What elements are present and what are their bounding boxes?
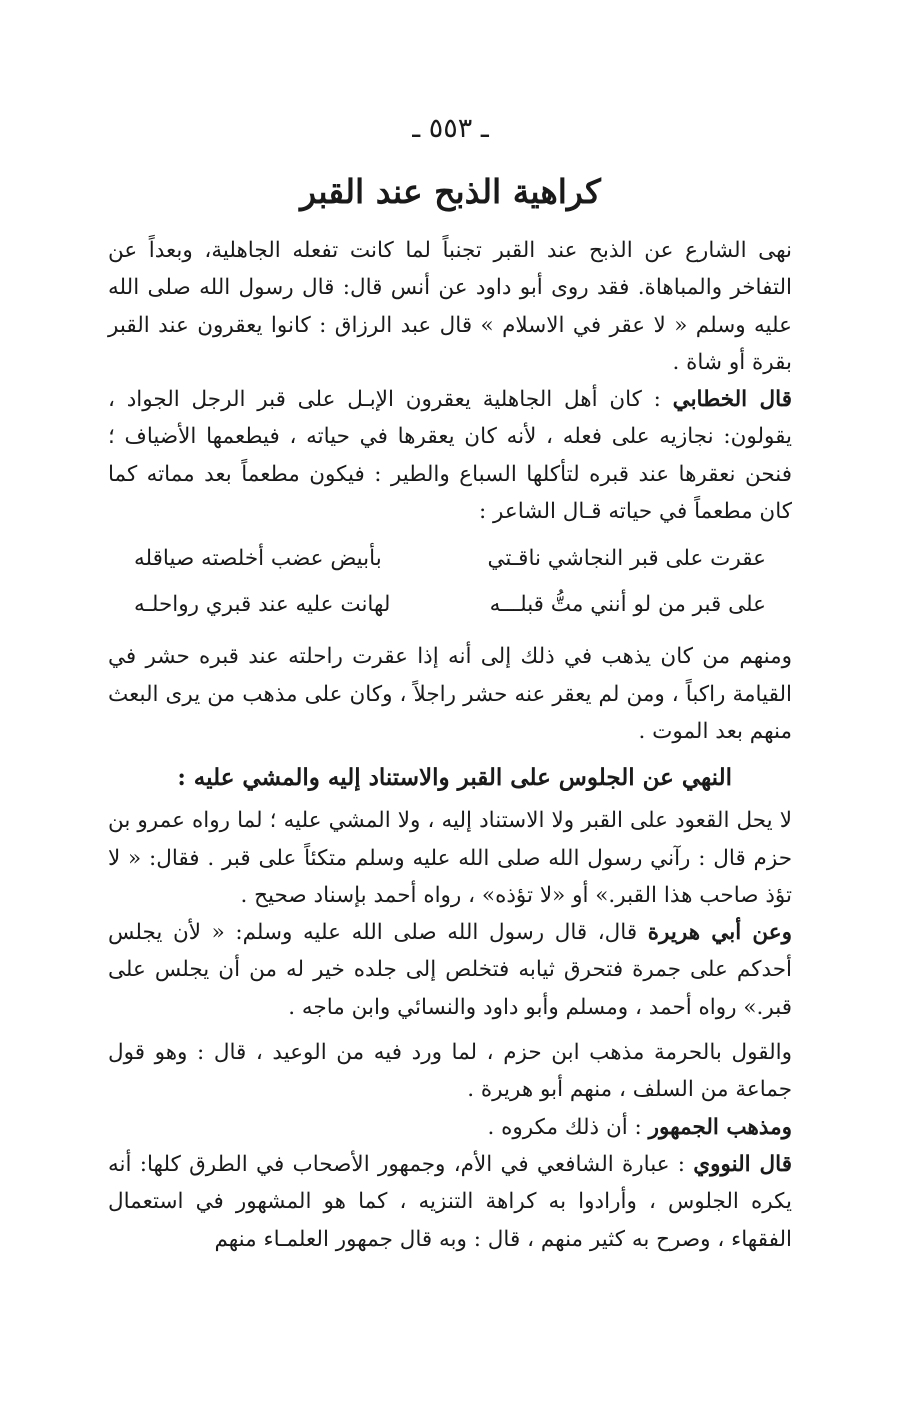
chapter-title: كراهية الذبح عند القبر — [300, 172, 601, 211]
speaker-majority: ومذهب الجمهور — [648, 1114, 792, 1140]
paragraph-majority — [108, 1109, 792, 1146]
poem — [108, 536, 792, 628]
paragraph-prohibition: لا يحل القعود على القبر ولا الاستناد إليه ، ولا المشي عليه ؛ لما رواه عمرو بن حزم قال : رآني رسول الله صلى الله عليه وسلم متكئاً على قبر . فقال: « لا تؤذ صاحب هذا القبر.» أو «لا تؤذه» ، رواه أحمد بإسناد صحيح . — [108, 808, 792, 908]
paragraph-abu-hurayra-text: قال، قال رسول الله صلى الله عليه وسلم: « لأن يجلس أحدكم على جمرة فتحرق ثيابه فتخلص إلى جلده خير له من أن يجلس على قبر.» رواه أحمد ، ومسلم وأبو داود والنسائي وابن ماجه . — [108, 920, 792, 1020]
paragraph-nawawi — [108, 1146, 792, 1258]
paragraph-khattabi-text: : كان أهل الجاهلية يعقرون الإبـل على قبر الرجل الجواد ، يقولون: نجازيه على فعله ، لأنه كان يعقرها في حياته ، فيطعمها الأضياف ؛ فنحن نعقرها عند قبره لتأكلها السباع والطير : فيكون مطعماً بعد مماته كما كان مطعماً في حياته قـال الشاعر : — [108, 387, 792, 525]
poem-verse — [134, 536, 766, 582]
paragraph-ibn-hazm: والقول بالحرمة مذهب ابن حزم ، لما ورد فيه من الوعيد ، قال : وهو قول جماعة من السلف ، منهم أبو هريرة . — [108, 1040, 792, 1103]
paragraph-resurrection: ومنهم من كان يذهب في ذلك إلى أنه إذا عقرت راحلته عند قبره حشر في القيامة راكباً ، ومن لم يعقر عنه حشر راجلاً ، وكان على مذهب من يرى البعث منهم بعد الموت . — [108, 644, 792, 744]
section-heading: النهي عن الجلوس على القبر والاستناد إليه والمشي عليه : — [177, 764, 732, 792]
body-text — [108, 232, 792, 1258]
spacer — [108, 1026, 792, 1034]
paragraph-nawawi-text: : عبارة الشافعي في الأم، وجمهور الأصحاب في الطرق كلها: أنه يكره الجلوس ، وأرادوا به كراهة التنزيه ، كما هو المشهور في استعمال الفقهاء ، وصرح به كثير منهم ، قال : وبه قال جمهور العلمـاء منهم — [108, 1151, 792, 1252]
paragraph-intro: نهى الشارع عن الذبح عند القبر تجنباً لما كانت تفعله الجاهلية، وبعداً عن التفاخر والمباهاة. فقد روى أبو داود عن أنس قال: قال رسول الله صلى الله عليه وسلم « لا عقر في الاسلام » قال عبد الرزاق : كانوا يعقرون عند القبر بقرة أو شاة . — [108, 238, 792, 375]
page-number: ـ ٥٥٣ ـ — [412, 113, 489, 144]
paragraph-majority-text: : أن ذلك مكروه . — [487, 1114, 649, 1140]
verse-1-first-hemistich: عقرت على قبر النجاشي ناقـتي — [487, 546, 766, 572]
poem-verse — [134, 582, 766, 628]
verse-2-first-hemistich: على قبر من لو أنني متُّ قبلـــه — [489, 592, 766, 618]
speaker-khattabi: قال الخطابي — [672, 387, 793, 413]
paragraph-abu-hurayra — [108, 914, 792, 1026]
verse-2-second-hemistich: لهانت عليه عند قبري رواحلـه — [134, 592, 391, 618]
verse-1-second-hemistich: بأبيض عضب أخلصته صياقله — [134, 546, 382, 572]
speaker-nawawi: قال النووي — [693, 1151, 792, 1177]
paragraph-khattabi — [108, 381, 792, 530]
speaker-abu-hurayra: وعن أبي هريرة — [647, 920, 792, 946]
